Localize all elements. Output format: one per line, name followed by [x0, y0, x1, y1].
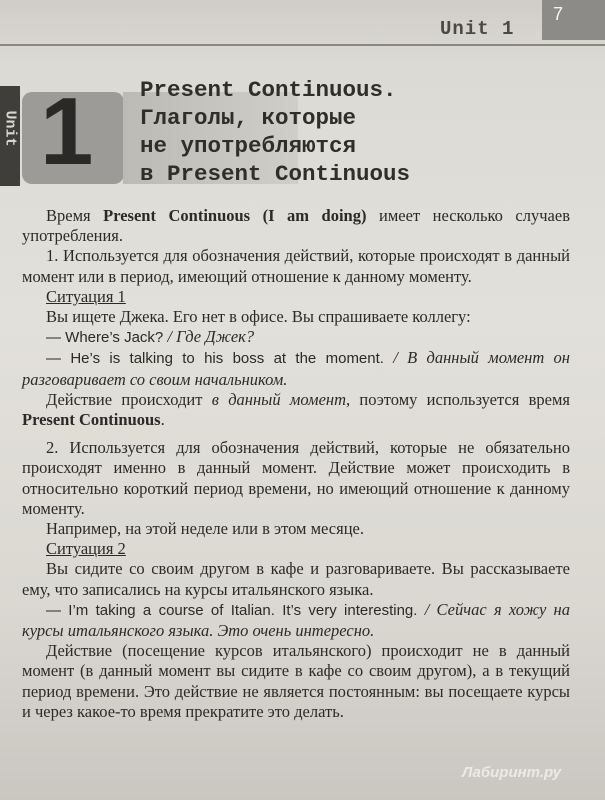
- side-tab-label: Unit: [1, 110, 19, 147]
- situation-1-heading: Ситуация 1: [46, 286, 126, 306]
- dialogue-answer: — He’s is talking to his boss at the moment. / В данный момент он разговаривает со своим начальником.: [22, 348, 570, 389]
- title-line: Present Continuous.: [140, 77, 397, 103]
- title-line: не употребляются: [140, 133, 357, 159]
- point-2: 2. Используется для обозначения действий, которые не обязательно происходят именно в данный момент. Действие может происходить в относительно короткий период времени, но имеющий отношение к данному моменту.: [22, 438, 570, 518]
- situation-2-explanation: Действие (посещение курсов итальянского) происходит не в данный момент (в данный момент вы сидите в кафе со своим другом), а в текущий период времени. Это действие не является постоянным: вы посещаете курсы и через какое-то время прекратите это делать.: [22, 641, 570, 721]
- dialogue-line: — I’m taking a course of Italian. It’s very interesting. / Сейчас я хожу на курсы итальянского языка. Это очень интересно.: [22, 599, 570, 641]
- unit-number: 1: [40, 78, 94, 185]
- situation-2-heading: Ситуация 2: [46, 539, 126, 559]
- intro-paragraph: Время Present Continuous (I am doing) имеет несколько случаев употребления.: [22, 206, 570, 246]
- term: Present Continuous (I am doing): [103, 206, 367, 225]
- page-title: [140, 76, 580, 188]
- point-1: 1. Используется для обозначения действий, которые происходят в данный момент или в период, имеющий отношение к данному моменту.: [22, 246, 570, 286]
- situation-1-setup: Вы ищете Джека. Его нет в офисе. Вы спрашиваете коллегу:: [46, 307, 471, 327]
- header-divider: [0, 44, 605, 46]
- running-header: Unit 1: [440, 18, 515, 40]
- body-text: [22, 206, 570, 722]
- page-number: 7: [553, 4, 564, 24]
- situation-1-explanation: Действие происходит в данный момент, поэтому используется время Present Continuous.: [22, 389, 570, 430]
- title-line: Глаголы, которые: [140, 105, 357, 131]
- situation-2-setup: Вы сидите со своим другом в кафе и разговариваете. Вы рассказываете ему, что записались на курсы итальянского языка.: [22, 559, 570, 599]
- page-number-box: [542, 0, 605, 40]
- title-line: в Present Continuous: [140, 161, 411, 187]
- example-line: Например, на этой неделе или в этом месяце.: [46, 519, 364, 539]
- watermark-logo: Лабиринт.ру: [462, 764, 562, 781]
- dialogue-question: — Where’s Jack? / Где Джек?: [46, 327, 255, 347]
